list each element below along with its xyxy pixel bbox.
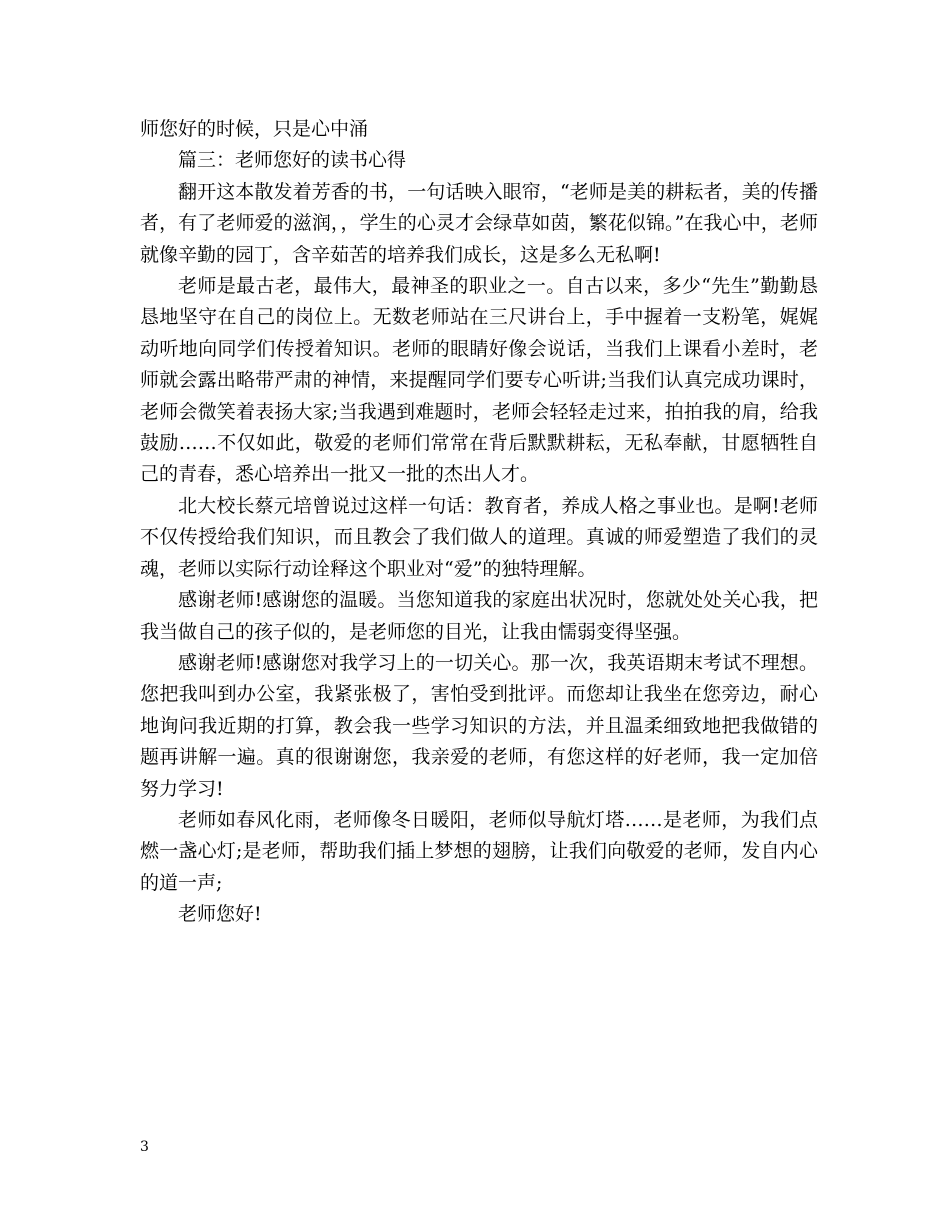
paragraph: 感谢老师!感谢您对我学习上的一切关心。那一次，我英语期末考试不理想。您把我叫到办公室，我紧张极了，害怕受到批评。而您却让我坐在您旁边，耐心地询问我近期的打算，教会我一些学习知识的方法，并且温柔细致地把我做错的题再讲解一遍。真的很谢谢您，我亲爱的老师，有您这样的好老师，我一定加倍努力学习! xyxy=(140,651,818,800)
paragraph: 老师是最古老，最伟大，最神圣的职业之一。自古以来，多少“先生”勤勤恳恳地坚守在自己的岗位上。无数老师站在三尺讲台上，手中握着一支粉笔，娓娓动听地向同学们传授着知识。老师的眼睛好像会说话，当我们上课看小差时，老师就会露出略带严肃的神情，来提醒同学们要专心听讲;当我们认真完成功课时，老师会微笑着表扬大家;当我遇到难题时，老师会轻轻走过来，拍拍我的肩，给我鼓励……不仅如此，敬爱的老师们常常在背后默默耕耘，无私奉献，甘愿牺牲自己的青春，悉心培养出一批又一批的杰出人才。 xyxy=(140,275,818,486)
paragraph: 老师如春风化雨，老师像冬日暖阳，老师似导航灯塔……是老师，为我们点燃一盏心灯;是老师，帮助我们插上梦想的翅膀，让我们向敬爱的老师，发自内心的道一声; xyxy=(140,808,818,894)
page-number: 3 xyxy=(140,1139,149,1155)
paragraph: 感谢老师!感谢您的温暖。当您知道我的家庭出状况时，您就处处关心我，把我当做自己的孩子似的，是老师您的目光，让我由懦弱变得坚强。 xyxy=(140,589,818,643)
paragraph: 翻开这本散发着芳香的书，一句话映入眼帘，“老师是美的耕耘者，美的传播者，有了老师爱的滋润，，学生的心灵才会绿草如茵，繁花似锦。”在我心中，老师就像辛勤的园丁，含辛茹苦的培养我们成长，这是多么无私啊! xyxy=(140,180,818,266)
section-heading: 篇三：老师您好的读书心得 xyxy=(178,149,407,172)
closing-line: 老师您好! xyxy=(178,903,262,926)
paragraph: 北大校长蔡元培曾说过这样一句话：教育者，养成人格之事业也。是啊!老师不仅传授给我们知识，而且教会了我们做人的道理。真诚的师爱塑造了我们的灵魂，老师以实际行动诠释这个职业对“爱”的独特理解。 xyxy=(140,494,818,580)
document-body xyxy=(140,114,818,931)
paragraph-continuation: 师您好的时候，只是心中涌 xyxy=(140,118,369,140)
